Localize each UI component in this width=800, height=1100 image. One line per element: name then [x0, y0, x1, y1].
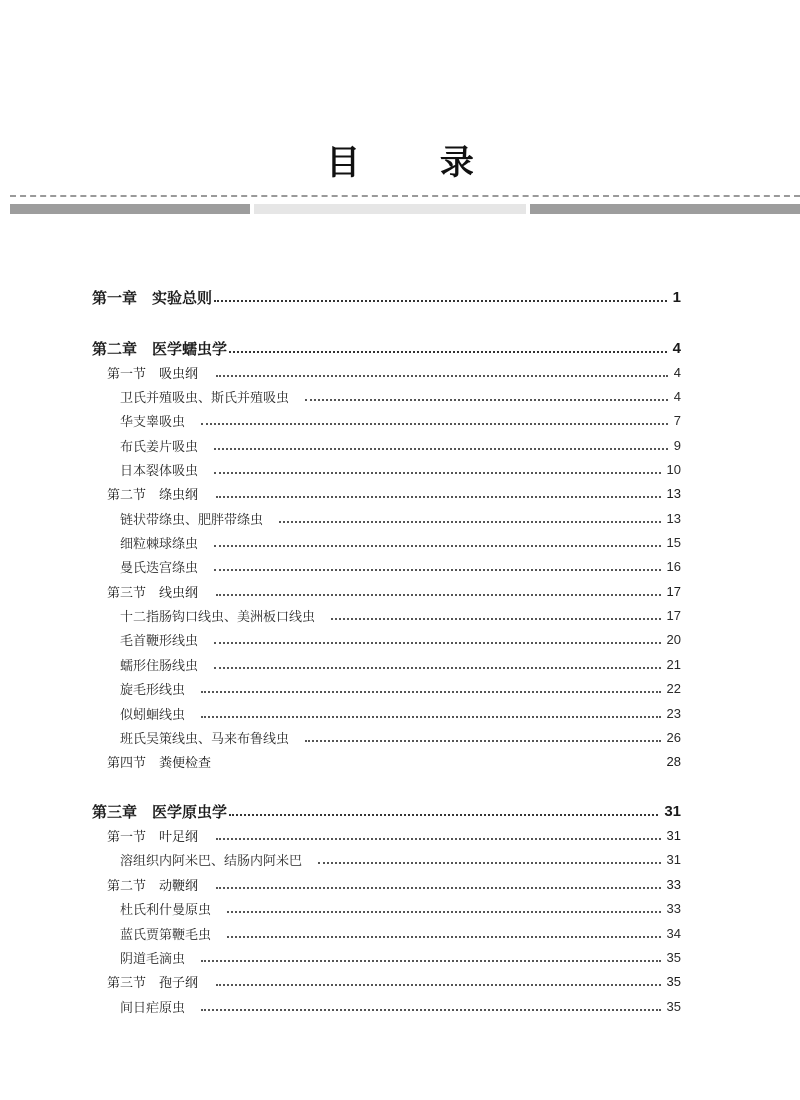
- toc-chapter-row[interactable]: [0, 286, 800, 308]
- toc-page-number: 35: [666, 973, 681, 989]
- toc-chapter-row[interactable]: [0, 800, 800, 822]
- leader-dots: [227, 936, 661, 938]
- toc-entry-row[interactable]: [0, 677, 800, 699]
- toc-page-number: 4: [672, 339, 681, 357]
- leader-dots: [201, 716, 661, 718]
- toc-entry-row[interactable]: [0, 507, 800, 529]
- toc-page-number: 17: [666, 607, 681, 623]
- toc-entry-row[interactable]: [0, 702, 800, 724]
- toc-label: 似蚓蛔线虫: [120, 707, 186, 723]
- toc-label: 间日疟原虫: [120, 1000, 186, 1016]
- leader-dots: [201, 691, 661, 693]
- leader-dots: [214, 472, 661, 474]
- toc-label: 第一节 叶足纲: [107, 829, 199, 845]
- toc-label: 曼氏迭宫绦虫: [120, 560, 199, 576]
- toc-label: 第三章 医学原虫学: [92, 802, 228, 821]
- toc-label: 日本裂体吸虫: [120, 463, 199, 479]
- toc-section-row[interactable]: [0, 361, 800, 383]
- toc-entry-row[interactable]: [0, 995, 800, 1017]
- toc-page-number: 23: [666, 705, 681, 721]
- toc-label: 第二章 医学蠕虫学: [92, 339, 228, 358]
- toc-page-number: 13: [666, 510, 681, 526]
- toc-label: 第三节 线虫纲: [107, 585, 199, 601]
- toc-section-row[interactable]: [0, 873, 800, 895]
- toc-entry-row[interactable]: [0, 385, 800, 407]
- toc-page-number: 16: [666, 558, 681, 574]
- toc-label: 第四节 粪便检查: [107, 755, 212, 771]
- toc-section-row[interactable]: [0, 482, 800, 504]
- toc-section-row[interactable]: [0, 580, 800, 602]
- toc-entry-row[interactable]: [0, 946, 800, 968]
- toc-page-number: 35: [666, 949, 681, 965]
- toc-page-number: 31: [666, 827, 681, 843]
- toc-entry-row[interactable]: [0, 531, 800, 553]
- leader-dots: [229, 351, 667, 353]
- toc-page-number: 4: [673, 388, 681, 404]
- toc-page-number: 15: [666, 534, 681, 550]
- toc-label: 第一节 吸虫纲: [107, 366, 199, 382]
- toc-label: 阴道毛滴虫: [120, 951, 186, 967]
- toc-entry-row[interactable]: [0, 848, 800, 870]
- leader-dots: [279, 521, 661, 523]
- leader-dots: [216, 838, 661, 840]
- leader-dots: [229, 814, 658, 816]
- toc-page-number: 35: [666, 998, 681, 1014]
- toc-section-row[interactable]: [0, 970, 800, 992]
- toc-page-number: 9: [673, 437, 681, 453]
- toc-page-number: 33: [666, 900, 681, 916]
- leader-dots: [216, 496, 661, 498]
- leader-dots: [214, 300, 667, 302]
- leader-dots: [305, 399, 668, 401]
- toc-page-number: 4: [673, 364, 681, 380]
- leader-dots: [318, 862, 661, 864]
- toc-page-number: 33: [666, 876, 681, 892]
- toc-page-number: 10: [666, 461, 681, 477]
- leader-dots: [214, 667, 661, 669]
- leader-dots: [216, 984, 661, 986]
- toc-label: 细粒棘球绦虫: [120, 536, 199, 552]
- toc-page-number: 20: [666, 631, 681, 647]
- toc-page-number: 7: [673, 412, 681, 428]
- toc-entry-row[interactable]: [0, 897, 800, 919]
- leader-dots: [216, 375, 668, 377]
- leader-dots: [216, 594, 661, 596]
- toc-page-number: 22: [666, 680, 681, 696]
- toc-label: 毛首鞭形线虫: [120, 633, 199, 649]
- toc-chapter-row[interactable]: [0, 337, 800, 359]
- toc-label: 卫氏并殖吸虫、斯氏并殖吸虫: [120, 390, 290, 406]
- leader-dots: [201, 960, 661, 962]
- toc-entry-row[interactable]: [0, 555, 800, 577]
- page-title: 目 录: [326, 143, 508, 183]
- toc-page-number: 31: [666, 851, 681, 867]
- toc-entry-row[interactable]: [0, 458, 800, 480]
- toc-entry-row[interactable]: [0, 653, 800, 675]
- leader-dots: [214, 569, 661, 571]
- leader-dots: [201, 423, 668, 425]
- toc-entry-row[interactable]: [0, 726, 800, 748]
- leader-dots: [214, 642, 661, 644]
- toc-label: 蓝氏贾第鞭毛虫: [120, 927, 212, 943]
- toc-label: 布氏姜片吸虫: [120, 439, 199, 455]
- toc-page-number: 21: [666, 656, 681, 672]
- toc-label: 第二节 绦虫纲: [107, 487, 199, 503]
- leader-dots: [201, 1009, 661, 1011]
- toc-page-number: 1: [672, 288, 681, 306]
- toc-entry-row[interactable]: [0, 922, 800, 944]
- toc-label: 杜氏利什曼原虫: [120, 902, 212, 918]
- toc-label: 十二指肠钩口线虫、美洲板口线虫: [120, 609, 316, 625]
- toc-label: 溶组织内阿米巴、结肠内阿米巴: [120, 853, 303, 869]
- toc-page-number: 34: [666, 925, 681, 941]
- toc-label: 华支睾吸虫: [120, 414, 186, 430]
- toc-entry-row[interactable]: [0, 604, 800, 626]
- toc-label: 第三节 孢子纲: [107, 975, 199, 991]
- toc-section-row[interactable]: [0, 824, 800, 846]
- toc-page-number: 13: [666, 485, 681, 501]
- leader-dots: [227, 911, 661, 913]
- toc-section-row[interactable]: [0, 750, 800, 772]
- toc-entry-row[interactable]: [0, 434, 800, 456]
- leader-dots: [214, 448, 668, 450]
- leader-dots: [331, 618, 661, 620]
- toc-label: 蠕形住肠线虫: [120, 658, 199, 674]
- toc-label: 班氏吴策线虫、马来布鲁线虫: [120, 731, 290, 747]
- leader-dots: [216, 887, 661, 889]
- leader-dots: [214, 545, 661, 547]
- toc-page-number: 26: [666, 729, 681, 745]
- toc-entry-row[interactable]: [0, 409, 800, 431]
- toc-page-number: 31: [664, 802, 681, 820]
- toc-label: 第二节 动鞭纲: [107, 878, 199, 894]
- toc-page-number: 28: [666, 753, 681, 769]
- toc-label: 链状带绦虫、肥胖带绦虫: [120, 512, 264, 528]
- toc-label: 第一章 实验总则: [92, 288, 213, 307]
- toc-entry-row[interactable]: [0, 628, 800, 650]
- toc-label: 旋毛形线虫: [120, 682, 186, 698]
- toc-page-number: 17: [666, 583, 681, 599]
- leader-dots: [305, 740, 661, 742]
